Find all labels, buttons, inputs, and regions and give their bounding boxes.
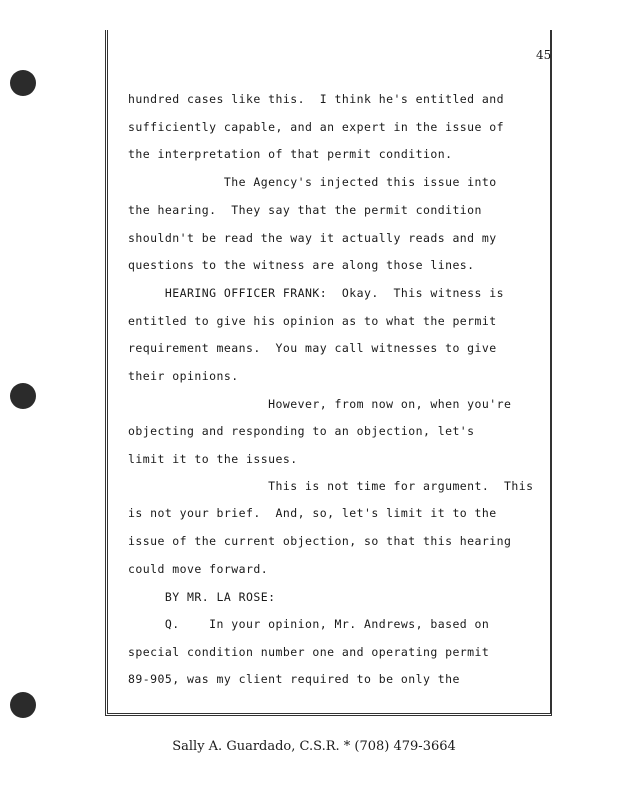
transcript-line: However, from now on, when you're bbox=[128, 397, 512, 411]
transcript-line: BY MR. LA ROSE: bbox=[128, 590, 276, 604]
transcript-line: sufficiently capable, and an expert in the issue of bbox=[128, 120, 505, 134]
transcript-line: issue of the current objection, so that this hearing bbox=[128, 534, 512, 548]
transcript-line: objecting and responding to an objection, let's bbox=[128, 424, 475, 438]
transcript-line: hundred cases like this. I think he's entitled and bbox=[128, 92, 505, 106]
transcript-line: is not your brief. And, so, let's limit it to the bbox=[128, 506, 497, 520]
page-number: 45 bbox=[536, 48, 552, 62]
transcript-line: special condition number one and operating permit bbox=[128, 645, 490, 659]
binder-hole-top bbox=[10, 70, 36, 96]
transcript-line: requirement means. You may call witnesses to give bbox=[128, 341, 497, 355]
transcript-line: This is not time for argument. This bbox=[128, 479, 534, 493]
reporter-footer: Sally A. Guardado, C.S.R. * (708) 479-3664 bbox=[172, 739, 456, 754]
transcript-line: questions to the witness are along those lines. bbox=[128, 258, 475, 272]
transcript-line: entitled to give his opinion as to what the permit bbox=[128, 314, 497, 328]
binder-hole-bottom bbox=[10, 692, 36, 718]
transcript-line: 89-905, was my client required to be only the bbox=[128, 672, 460, 686]
transcript-line: Q. In your opinion, Mr. Andrews, based on bbox=[128, 617, 490, 631]
transcript-line: The Agency's injected this issue into bbox=[128, 175, 497, 189]
transcript-line: shouldn't be read the way it actually reads and my bbox=[128, 231, 497, 245]
transcript-line: could move forward. bbox=[128, 562, 269, 576]
transcript-line: HEARING OFFICER FRANK: Okay. This witness is bbox=[128, 286, 505, 300]
transcript-line: limit it to the issues. bbox=[128, 452, 298, 466]
transcript-line: their opinions. bbox=[128, 369, 239, 383]
transcript-line: the interpretation of that permit condition. bbox=[128, 147, 453, 161]
binder-hole-middle bbox=[10, 383, 36, 409]
transcript-line: the hearing. They say that the permit condition bbox=[128, 203, 482, 217]
